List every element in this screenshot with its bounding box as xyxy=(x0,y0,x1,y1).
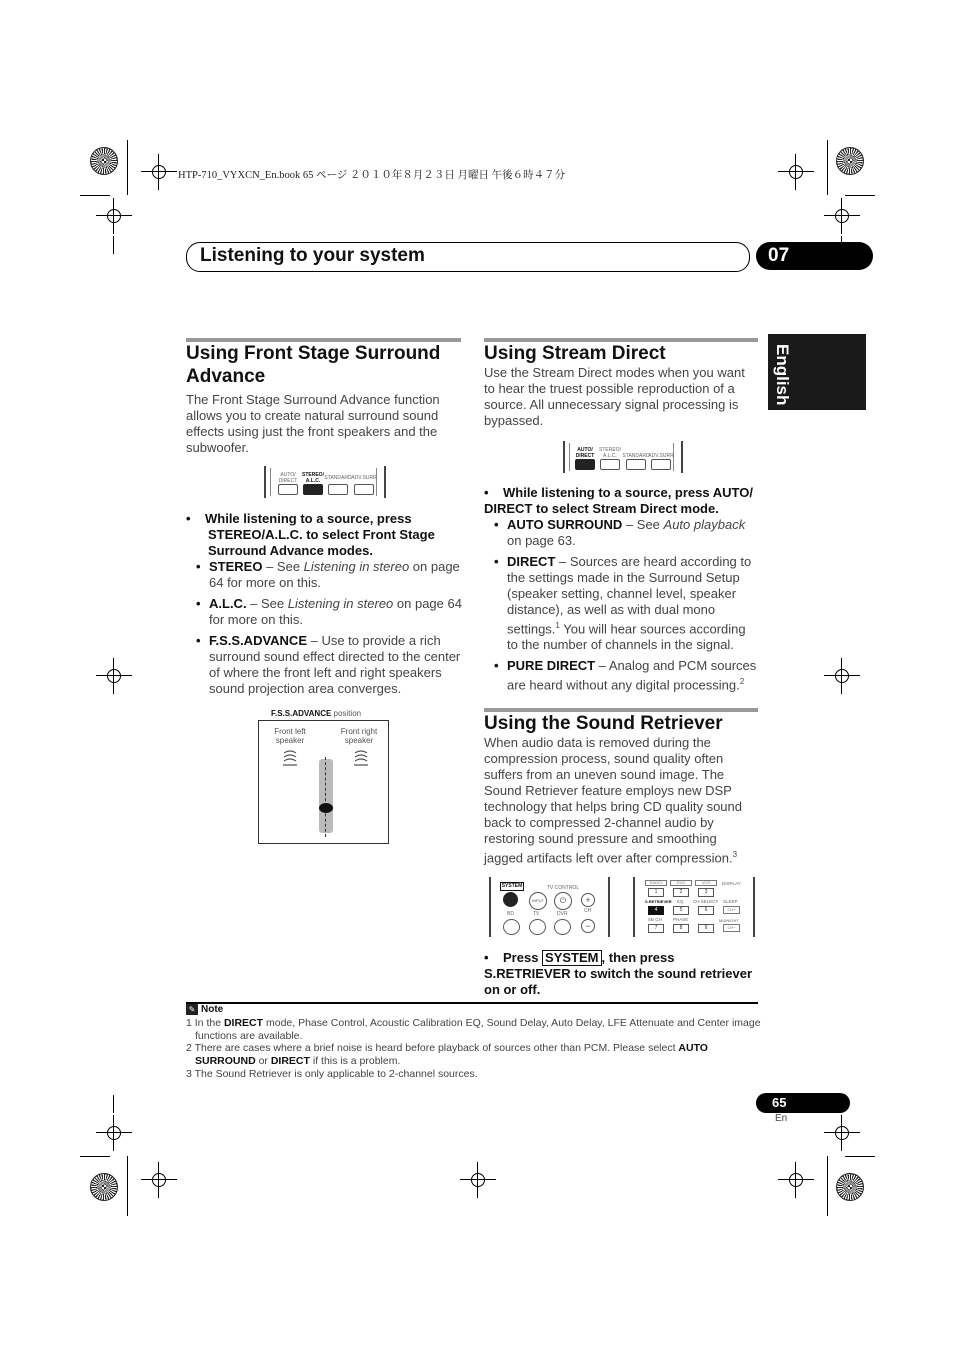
power-icon: ⏻ xyxy=(554,892,572,910)
standard-button xyxy=(626,459,646,470)
language-tab-label: English xyxy=(773,344,792,406)
stream-step-text: While listening to a source, press AUTO/ DIRECT to select Stream Direct mode. xyxy=(484,485,753,516)
fss-list xyxy=(196,559,462,697)
speaker-left-icon xyxy=(281,747,299,769)
fss-title: Using Front Stage Surround Advance xyxy=(186,343,441,387)
list-item: • DIRECT – Sources are heard according to the settings made in the Surround Setup (speaker setting, channel level, speaker distance), as well as with dual mono settings.$^1$ You will hear sources according to the number of channels in the signal. xyxy=(494,554,752,653)
list-item: • F.S.S.ADVANCE – Use to provide a rich surround sound effect directed to the center of where the front left and right speakers sound projection area converges. xyxy=(196,633,461,696)
panel-label-stereo-alc: STEREO/ A.L.C. xyxy=(599,447,621,459)
dvr-label: DVR xyxy=(557,911,568,917)
panel-label-standard: STANDARD xyxy=(622,453,650,459)
remote-illustration-left xyxy=(489,877,610,937)
stream-section xyxy=(484,342,756,429)
note-rule xyxy=(186,1002,758,1004)
fss-step: • While listening to a source, press STEREO/A.L.C. to select Front Stage Surround Advance modes. xyxy=(186,511,435,558)
bd-button xyxy=(503,919,520,935)
fss-section xyxy=(186,342,461,456)
list-item: • STEREO – See Listening in stereo on page 64 for more on this. xyxy=(196,559,460,590)
stream-list xyxy=(494,517,757,694)
listener-icon xyxy=(319,803,333,813)
s-retriever-button: 4 xyxy=(648,906,664,915)
speaker-right-icon xyxy=(352,747,370,769)
panel-label-adv-surr: ADV.SURR xyxy=(351,475,377,481)
note-icon: ✎ xyxy=(186,1004,198,1015)
page-number: 65 xyxy=(756,1093,850,1113)
adv-surr-button xyxy=(354,484,374,495)
system-key-badge: SYSTEM xyxy=(542,950,601,966)
retriever-step: • Press SYSTEM , then press S.RETRIEVER to switch the sound retriever on or off. xyxy=(484,950,752,997)
note-heading: ✎ Note xyxy=(186,1004,223,1015)
fss-position-diagram xyxy=(258,720,389,844)
bd-label: BD xyxy=(507,911,514,917)
adv-surr-button xyxy=(651,459,671,470)
language-tab xyxy=(768,334,866,410)
panel-label-auto-direct: AUTO/ DIRECT xyxy=(278,472,298,484)
list-item: • AUTO SURROUND – See Auto playback on page 63. xyxy=(494,517,746,548)
front-panel-illustration xyxy=(563,441,683,473)
stream-intro: Use the Stream Direct modes when you want to hear the truest possible reproduction of a source. All unnecessary signal processing is bypassed. xyxy=(484,365,745,428)
stereo-alc-button xyxy=(600,459,620,470)
footnote-2: 2 There are cases where a brief noise is heard before playback of sources other than PCM. Please select AUTO SURROUND or DIRECT if this is a problem. xyxy=(186,1042,708,1067)
ch-plus-icon: + xyxy=(581,893,595,907)
fss-diagram-caption: F.S.S.ADVANCE position xyxy=(271,709,362,718)
file-header: HTP-710_VYXCN_En.book 65 ページ ２０１０年８月２３日 月曜日 午後６時４７分 xyxy=(178,170,566,181)
system-button xyxy=(503,892,518,907)
remote-illustration-right: RADIO DVD VCR DISPLAY 1 2 3 S.RETRIEVER EQ CH SELECT SLEEP 4 5 6 CH+ SB CH PHASE MIDNIGHT 7 8 9 CH− xyxy=(633,877,755,937)
retriever-title: Using the Sound Retriever xyxy=(484,713,723,734)
footnote-1: 1 In the DIRECT mode, Phase Control, Acoustic Calibration EQ, Sound Delay, Auto Delay, LFE Attenuate and Center image functions are available. xyxy=(186,1017,761,1042)
ch-minus-icon: − xyxy=(581,919,595,933)
input-button: INPUT xyxy=(529,892,547,910)
system-key-label: SYSTEM xyxy=(501,883,523,889)
fss-intro: The Front Stage Surround Advance function allows you to create natural surround sound effects using just the front speakers and the subwoofer. xyxy=(186,392,440,455)
tv-control-label: TV CONTROL xyxy=(546,885,580,891)
retriever-section xyxy=(484,712,756,866)
page-header-title: Listening to your system xyxy=(200,245,425,266)
retriever-intro: When audio data is removed during the compression process, sound quality often suffers from an uneven sound image. The Sound Retriever feature employs new DSP technology that helps bring CD quality sound back to compressed 2-channel audio by restoring sound pressure and smoothing jagged artifacts left over after compression.$^3$ xyxy=(484,735,742,866)
list-item: • PURE DIRECT – Analog and PCM sources are heard without any digital processing.$^2$ xyxy=(494,658,757,693)
page-language: En xyxy=(775,1113,788,1124)
tv-button xyxy=(529,919,546,935)
stream-step: • While listening to a source, press AUTO/ DIRECT to select Stream Direct mode. xyxy=(484,485,753,516)
footnote-3: 3 The Sound Retriever is only applicable to 2-channel sources. xyxy=(186,1068,478,1080)
sound-field-bar xyxy=(319,759,333,833)
front-left-speaker-label: Front left speaker xyxy=(274,727,306,745)
front-panel-illustration xyxy=(264,466,386,498)
panel-label-stereo-alc: STEREO/ A.L.C. xyxy=(302,472,324,484)
chapter-number: 07 xyxy=(756,242,873,270)
stereo-alc-button xyxy=(303,484,323,495)
ch-label: CH xyxy=(584,908,592,914)
auto-direct-button xyxy=(278,484,298,495)
retriever-step-text: , then press S.RETRIEVER to switch the sound retriever on or off. xyxy=(484,950,752,997)
list-item: • A.L.C. – See Listening in stereo on page 64 for more on this. xyxy=(196,596,462,627)
dvr-button xyxy=(554,919,571,935)
panel-label-adv-surr: ADV.SURR xyxy=(648,453,674,459)
stream-title: Using Stream Direct xyxy=(484,343,666,364)
front-right-speaker-label: Front right speaker xyxy=(340,727,378,745)
auto-direct-button xyxy=(575,459,595,470)
panel-label-standard: STANDARD xyxy=(324,475,352,481)
fss-step-text: While listening to a source, press STEREO/A.L.C. to select Front Stage Surround Advance modes. xyxy=(205,511,435,558)
panel-label-auto-direct: AUTO/ DIRECT xyxy=(575,447,595,459)
tv-label: TV xyxy=(533,911,540,917)
standard-button xyxy=(328,484,348,495)
